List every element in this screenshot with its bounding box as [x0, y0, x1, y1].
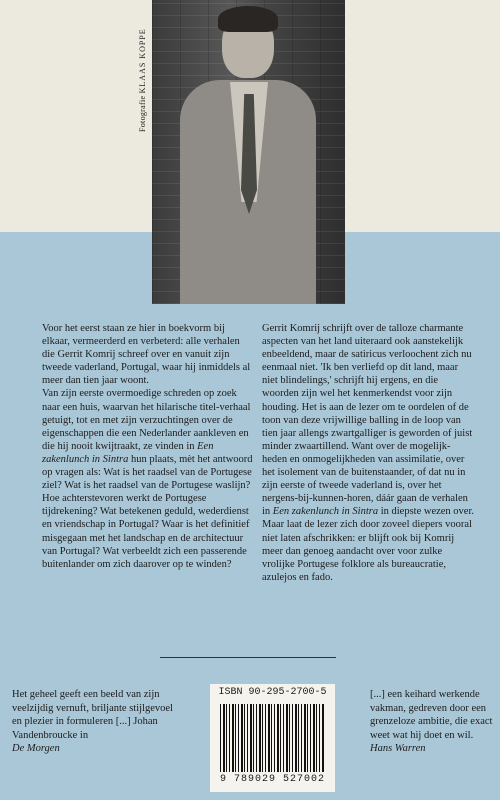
review-quote-right: [370, 688, 495, 756]
barcode-number: 9 789029 527002: [219, 774, 325, 785]
blurb-paragraph-1: Voor het eerst staan ze hier in boekvorm bij elkaar, vermeerderd en verbeterd: alle verhalen die Gerrit Komrij schreef over en vanuit zijn tweede vaderland, Portugal, waar hij inmiddels al meer dan tien jaar woont.: [42, 323, 251, 387]
review-quote-left: [12, 688, 182, 756]
divider-line: [160, 657, 336, 658]
review-quote-right-text: [...] een keihard werkende vakman, gedreven door een grenzeloze ambitie, die exact weet wat hij doet en wil.: [370, 689, 493, 741]
blurb-paragraph-3-start: Gerrit Komrij schrijft over de talloze charmante aspecten van het land uiteraard ook aanstekelijk enbeeldend, maar de satiricus verloochent zich nu eenmaal niet. 'Ik ben verliefd op dit land, maar niet blindelings,' schrijft hij ergens, en die woorden zijn wel het kenmerkendst voor zijn houding. Het is aan de lezer om te oordelen of de toon van deze vrijwillige balling in de loop van tien jaar allengs zwartgalliger is geworden of juist minder zwaartillend. Want over de mogelijk-heden en onmogelijkheden van assimilatie, over het isolement van de buitenstaander, of dat nu in zijn eerste of tweede vaderland is, over het nergens-bij-kunnen-horen, dáár gaan de verhalen in: [262, 323, 473, 518]
review-quote-right-author: Hans Warren: [370, 743, 426, 754]
book-title-right: Een zakenlunch in Sintra: [272, 506, 379, 518]
photo-credit-name: KLAAS KOPPE: [138, 28, 147, 94]
blurb-paragraph-2: [42, 387, 254, 570]
blurb-paragraph-2-end: hun plaats, mèt het antwoord op vragen als: Wat is het raadsel van de Portugese ziel? Wat is het raadsel van de Portugese waslijn? Hoe achterstevoren werkt de Portugese tijdrekening? Wat betekenen geduld, wederdienst en vriendschap in Portugal? Waar is het definitief misgegaan met het landschap en de architectuur van Portugal? Wat verbeeldt zich een passerende buitenlander om zich daarover op te winden?: [42, 453, 253, 570]
blurb-paragraph-3: [262, 322, 474, 584]
barcode-bars: [220, 704, 325, 772]
blurb-right-column: [262, 322, 474, 584]
blurb-left-column: [42, 322, 254, 571]
barcode: [210, 684, 335, 792]
review-quote-left-text: Het geheel geeft een beeld van zijn veelzijdig vernuft, briljante stijlgevoel en plezier in formuleren [...] Johan Vandenbroucke in: [12, 689, 173, 741]
blurb-paragraph-3-end: in diepste wezen over. Maar laat de lezer zich door zoveel diepers vooral niet laten afschrikken: er blijft ook bij Komrij meer dan genoeg aandacht over voor zulke vrolijke Portugese folklore als bureaucratie, azulejos en fado.: [262, 506, 475, 583]
photo-credit: [138, 22, 152, 132]
book-title-left: Een zakenlunch in Sintra: [42, 440, 214, 465]
photo-credit-label: Fotografie: [138, 95, 147, 132]
review-quote-left-source: De Morgen: [12, 743, 60, 754]
isbn-number: ISBN 90-295-2700-5: [218, 687, 327, 698]
author-photo: [152, 0, 345, 304]
author-hair: [218, 6, 278, 32]
blurb-paragraph-2-start: Van zijn eerste overmoedige schreden op zoek naar een huis, waarvan het hilarische titel-verhaal getuigt, tot en met zijn verzuchtingen over de eigenschappen die een Nederlander aankleven en die hij nooit kwijtraakt, ze vinden in: [42, 388, 251, 452]
